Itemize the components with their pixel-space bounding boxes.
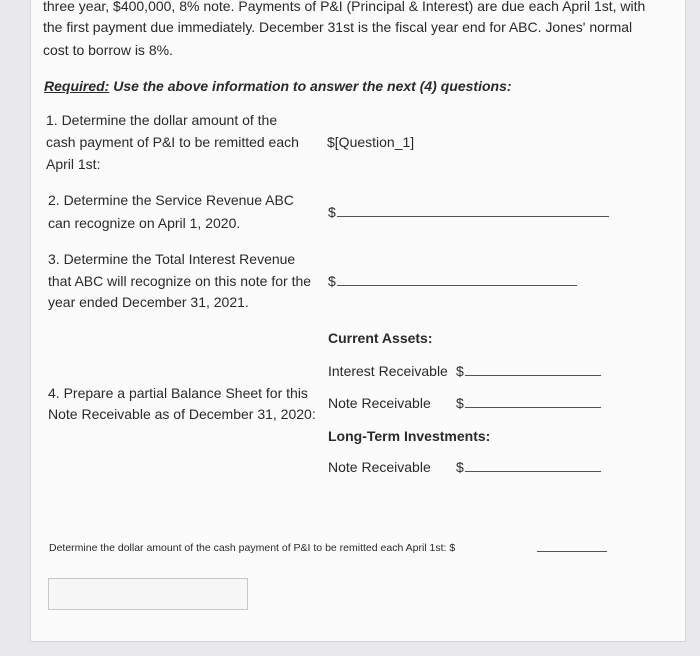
- required-text: Use the above information to answer the next (4) questions:: [113, 78, 512, 94]
- answer-input[interactable]: [48, 578, 248, 610]
- prompt-answer-line: [537, 551, 607, 552]
- q4-line-2: Note Receivable as of December 31, 2020:: [48, 406, 316, 422]
- intro-line-2: the first payment due immediately. December 31st is the fiscal year end for ABC. Jones' normal: [43, 19, 633, 35]
- q3-line-1: 3. Determine the Total Interest Revenue: [48, 251, 296, 267]
- question-page: [30, 0, 686, 642]
- interest-receivable-label: Interest Receivable: [328, 363, 448, 379]
- note-receivable-lt-line: [465, 471, 601, 472]
- q2-dollar-sign: $: [328, 204, 336, 220]
- q2-answer-line: [337, 216, 609, 217]
- required-label: Required:: [44, 78, 110, 94]
- note-receivable-lt-label: Note Receivable: [328, 459, 431, 475]
- note-receivable-current-dollar: $: [456, 395, 464, 411]
- q3-answer-line: [337, 285, 577, 286]
- q4-line-1: 4. Prepare a partial Balance Sheet for this: [48, 385, 308, 401]
- note-receivable-current-line: [465, 407, 601, 408]
- q1-line-1: 1. Determine the dollar amount of the: [46, 112, 278, 128]
- q3-line-3: year ended December 31, 2021.: [48, 294, 249, 310]
- long-term-investments-heading: Long-Term Investments:: [328, 428, 491, 444]
- q3-line-2: that ABC will recognize on this note for the: [48, 273, 312, 289]
- q1-line-3: April 1st:: [46, 156, 101, 172]
- current-assets-heading: Current Assets:: [328, 330, 433, 346]
- required-heading: [44, 76, 512, 97]
- interest-receivable-line: [465, 375, 601, 376]
- interest-receivable-dollar: $: [456, 363, 464, 379]
- q3-dollar-sign: $: [328, 273, 336, 289]
- q1-line-2: cash payment of P&I to be remitted each: [46, 134, 299, 150]
- q2-line-2: can recognize on April 1, 2020.: [48, 215, 241, 231]
- note-receivable-current-label: Note Receivable: [328, 395, 431, 411]
- note-receivable-lt-dollar: $: [456, 459, 464, 475]
- q2-line-1: 2. Determine the Service Revenue ABC: [48, 192, 294, 208]
- intro-line-3: cost to borrow is 8%.: [43, 42, 173, 58]
- q1-answer-placeholder: $[Question_1]: [327, 134, 415, 150]
- intro-line-1: three year, $400,000, 8% note. Payments of P&I (Principal & Interest) are due each April 1st, with: [43, 0, 646, 14]
- question-prompt: Determine the dollar amount of the cash payment of P&I to be remitted each April 1st: $: [49, 542, 456, 554]
